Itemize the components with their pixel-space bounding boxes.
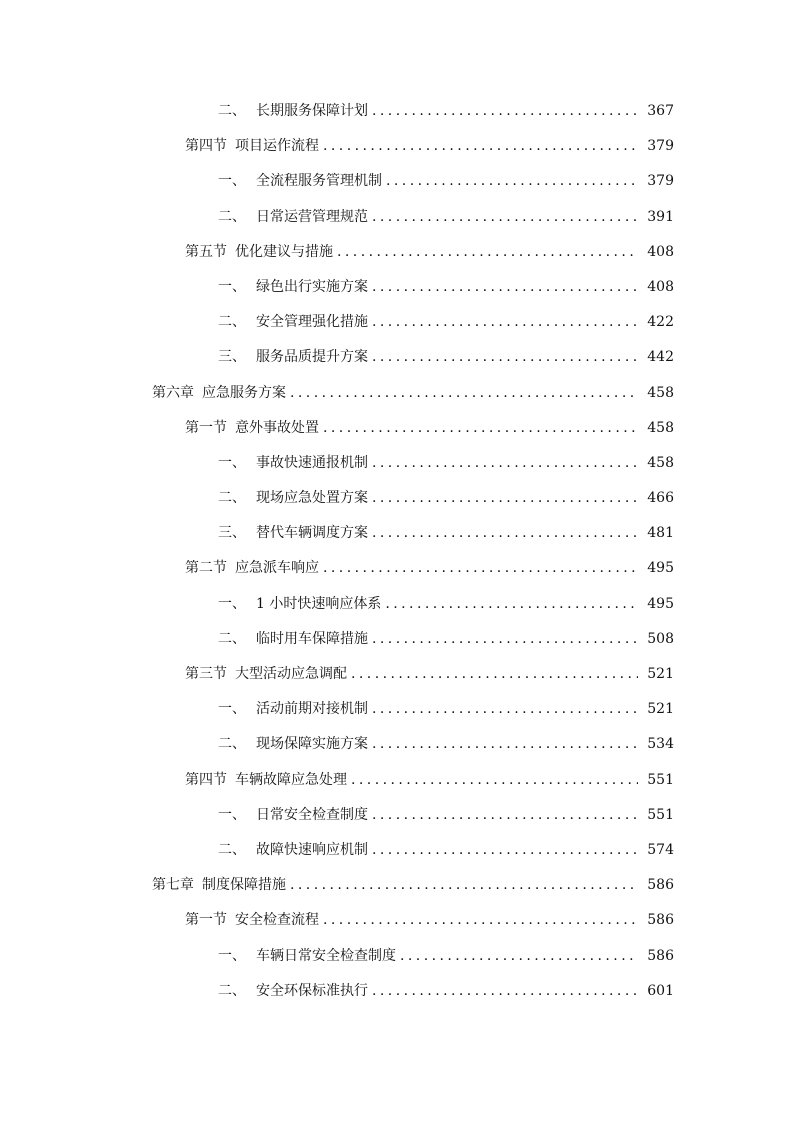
entry-number: 一、 <box>218 278 246 295</box>
dot-leader <box>372 446 638 481</box>
entry-page-number: 586 <box>647 877 674 894</box>
toc-entry[interactable] <box>0 164 793 199</box>
toc-entry[interactable] <box>0 622 793 657</box>
dot-leader <box>372 200 638 235</box>
entry-number: 二、 <box>218 314 246 331</box>
dot-leader <box>372 692 638 727</box>
toc-entry[interactable] <box>0 305 793 340</box>
entry-page-number: 521 <box>647 701 674 718</box>
entry-page-number: 408 <box>647 278 674 295</box>
entry-title: 意外事故处置 <box>235 419 319 436</box>
entry-page-number: 458 <box>647 384 674 401</box>
toc-entry[interactable] <box>0 657 793 692</box>
toc-entry[interactable] <box>0 340 793 375</box>
toc-entry[interactable] <box>0 551 793 586</box>
entry-page-number: 574 <box>647 841 674 858</box>
entry-page-number: 495 <box>647 560 674 577</box>
entry-title: 现场应急处置方案 <box>256 490 368 507</box>
entry-number: 一、 <box>218 454 246 471</box>
dot-leader <box>323 129 638 164</box>
entry-title: 优化建议与措施 <box>235 243 333 260</box>
entry-title: 安全管理强化措施 <box>256 314 368 331</box>
entry-title: 制度保障措施 <box>202 877 286 894</box>
toc-entry[interactable] <box>0 587 793 622</box>
dot-leader <box>372 974 638 1009</box>
toc-entry[interactable] <box>0 129 793 164</box>
dot-leader <box>372 833 638 868</box>
entry-title: 事故快速通报机制 <box>256 454 368 471</box>
entry-number: 第五节 <box>185 243 227 260</box>
entry-page-number: 367 <box>647 103 674 119</box>
toc-entry[interactable] <box>0 481 793 516</box>
entry-title: 全流程服务管理机制 <box>256 173 382 190</box>
entry-number: 第二节 <box>185 560 227 577</box>
toc-entry[interactable] <box>0 763 793 798</box>
toc-entry[interactable] <box>0 903 793 938</box>
entry-number: 第一节 <box>185 912 227 929</box>
entry-title: 日常安全检查制度 <box>256 806 368 823</box>
entry-number: 三、 <box>218 349 246 366</box>
entry-page-number: 391 <box>647 208 674 225</box>
dot-leader <box>385 587 638 622</box>
dot-leader <box>372 305 638 340</box>
entry-number: 二、 <box>218 630 246 647</box>
dot-leader <box>386 164 638 199</box>
toc-entry[interactable] <box>0 446 793 481</box>
entry-number: 二、 <box>218 490 246 507</box>
entry-title: 安全检查流程 <box>235 912 319 929</box>
dot-leader <box>351 657 638 692</box>
dot-leader <box>372 270 638 305</box>
dot-leader <box>372 516 638 551</box>
entry-title: 应急派车响应 <box>235 560 319 577</box>
toc-entry[interactable] <box>0 798 793 833</box>
entry-page-number: 379 <box>647 138 674 155</box>
entry-number: 一、 <box>218 595 246 612</box>
toc-entry[interactable] <box>0 692 793 727</box>
entry-number: 二、 <box>218 736 246 753</box>
entry-title: 临时用车保障措施 <box>256 630 368 647</box>
dot-leader <box>337 235 638 270</box>
toc-entry[interactable] <box>0 974 793 1009</box>
entry-page-number: 521 <box>647 666 674 682</box>
entry-page-number: 442 <box>647 349 674 366</box>
entry-title: 安全环保标准执行 <box>256 982 368 999</box>
entry-page-number: 481 <box>647 525 674 542</box>
entry-number: 二、 <box>218 841 246 858</box>
entry-page-number: 534 <box>647 736 674 753</box>
entry-title: 项目运作流程 <box>235 138 319 155</box>
entry-number: 二、 <box>218 982 246 999</box>
dot-leader <box>372 622 638 657</box>
entry-number: 第四节 <box>185 771 227 788</box>
entry-number: 第三节 <box>185 666 227 682</box>
entry-title: 车辆日常安全检查制度 <box>256 947 396 964</box>
entry-title: 绿色出行实施方案 <box>256 278 368 295</box>
toc-entry[interactable] <box>0 235 793 270</box>
toc-entry[interactable] <box>0 376 793 411</box>
entry-title: 服务品质提升方案 <box>256 349 368 366</box>
dot-leader <box>372 727 638 762</box>
dot-leader <box>323 551 638 586</box>
dot-leader <box>372 481 638 516</box>
entry-page-number: 466 <box>647 490 674 507</box>
toc-entry[interactable] <box>0 833 793 868</box>
entry-number: 第七章 <box>152 877 194 894</box>
entry-number: 一、 <box>218 947 246 964</box>
entry-page-number: 586 <box>647 912 674 929</box>
entry-page-number: 458 <box>647 419 674 436</box>
dot-leader <box>290 376 638 411</box>
dot-leader <box>351 763 638 798</box>
dot-leader <box>372 340 638 375</box>
entry-page-number: 408 <box>647 243 674 260</box>
entry-page-number: 379 <box>647 173 674 190</box>
entry-title: 故障快速响应机制 <box>256 841 368 858</box>
toc-entry[interactable] <box>0 939 793 974</box>
entry-page-number: 458 <box>647 454 674 471</box>
entry-page-number: 551 <box>647 806 674 823</box>
entry-title: 长期服务保障计划 <box>256 103 368 119</box>
entry-page-number: 495 <box>647 595 674 612</box>
toc-entry[interactable] <box>0 516 793 551</box>
entry-number: 一、 <box>218 173 246 190</box>
toc-entry[interactable] <box>0 868 793 903</box>
entry-number: 一、 <box>218 701 246 718</box>
entry-page-number: 601 <box>647 982 674 999</box>
entry-number: 一、 <box>218 806 246 823</box>
toc-entry[interactable] <box>0 200 793 235</box>
entry-title: 替代车辆调度方案 <box>256 525 368 542</box>
toc-entry[interactable] <box>0 727 793 762</box>
dot-leader <box>323 411 638 446</box>
toc-entry[interactable] <box>0 270 793 305</box>
entry-page-number: 551 <box>647 771 674 788</box>
entry-title: 日常运营管理规范 <box>256 208 368 225</box>
dot-leader <box>290 868 638 903</box>
dot-leader <box>323 903 638 938</box>
dot-leader <box>372 94 638 129</box>
entry-number: 第一节 <box>185 419 227 436</box>
toc-entry[interactable] <box>0 411 793 446</box>
entry-page-number: 586 <box>647 947 674 964</box>
toc-entry[interactable] <box>0 94 793 129</box>
entry-page-number: 508 <box>647 630 674 647</box>
entry-number: 第六章 <box>152 384 194 401</box>
entry-number: 二、 <box>218 103 246 119</box>
dot-leader <box>400 939 638 974</box>
table-of-contents <box>0 94 793 1009</box>
entry-title: 现场保障实施方案 <box>256 736 368 753</box>
entry-title: 活动前期对接机制 <box>256 701 368 718</box>
entry-number: 二、 <box>218 208 246 225</box>
entry-title: 大型活动应急调配 <box>235 666 347 682</box>
entry-number: 第四节 <box>185 138 227 155</box>
entry-title: 车辆故障应急处理 <box>235 771 347 788</box>
dot-leader <box>372 798 638 833</box>
entry-page-number: 422 <box>647 314 674 331</box>
entry-title: 应急服务方案 <box>202 384 286 401</box>
entry-title: 1 小时快速响应体系 <box>256 595 382 612</box>
entry-number: 三、 <box>218 525 246 542</box>
